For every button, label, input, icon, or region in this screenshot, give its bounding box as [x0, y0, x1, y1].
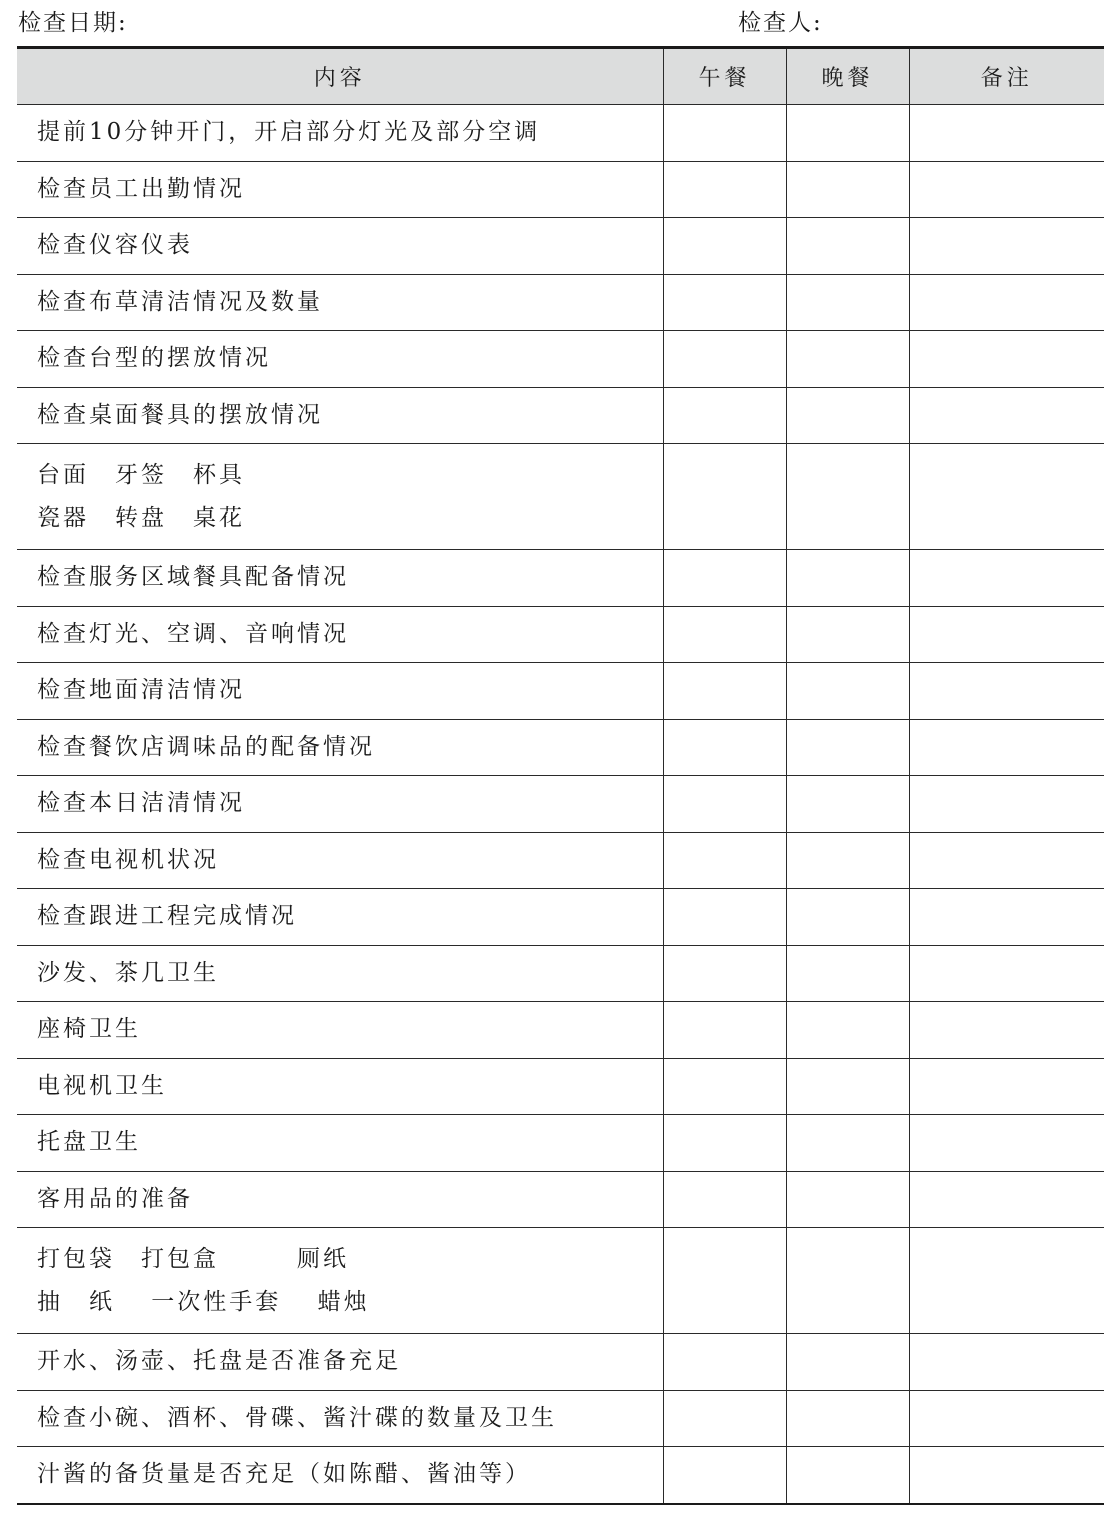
table-row: [17, 444, 1104, 550]
table-row: [17, 832, 1104, 889]
dinner-check-cell[interactable]: [786, 1228, 909, 1334]
lunch-check-cell[interactable]: [663, 945, 786, 1002]
lunch-check-cell[interactable]: [663, 274, 786, 331]
checklist-item-text: 检查桌面餐具的摆放情况: [37, 401, 323, 428]
checklist-item-text: 提前10分钟开门，开启部分灯光及部分空调: [37, 119, 541, 146]
lunch-check-cell[interactable]: [663, 1171, 786, 1228]
table-row: [17, 274, 1104, 331]
dinner-check-cell[interactable]: [786, 550, 909, 607]
dinner-check-cell[interactable]: [786, 1058, 909, 1115]
table-row: [17, 1058, 1104, 1115]
checklist-item-content: [17, 719, 663, 776]
notes-cell[interactable]: [909, 606, 1104, 663]
checklist-item-content: [17, 218, 663, 275]
column-header-lunch: 午餐: [663, 48, 786, 105]
inspection-date-label: 检查日期:: [18, 10, 128, 36]
lunch-check-cell[interactable]: [663, 719, 786, 776]
notes-cell[interactable]: [909, 1115, 1104, 1172]
checklist-item-text: 检查布草清洁情况及数量: [37, 288, 323, 315]
table-row: [17, 161, 1104, 218]
checklist-item-content: [17, 606, 663, 663]
notes-cell[interactable]: [909, 889, 1104, 946]
notes-cell[interactable]: [909, 387, 1104, 444]
lunch-check-cell[interactable]: [663, 1228, 786, 1334]
lunch-check-cell[interactable]: [663, 105, 786, 162]
table-row: [17, 719, 1104, 776]
checklist-item-content: [17, 1058, 663, 1115]
notes-cell[interactable]: [909, 1334, 1104, 1391]
dinner-check-cell[interactable]: [786, 105, 909, 162]
checklist-item-content: [17, 1171, 663, 1228]
table-row: [17, 889, 1104, 946]
checklist-item-content: [17, 105, 663, 162]
dinner-check-cell[interactable]: [786, 1115, 909, 1172]
dinner-check-cell[interactable]: [786, 832, 909, 889]
checklist-item-text: 检查跟进工程完成情况: [37, 903, 297, 930]
checklist-item-text: 电视机卫生: [37, 1072, 167, 1099]
dinner-check-cell[interactable]: [786, 1002, 909, 1059]
checklist-item-content: [17, 889, 663, 946]
lunch-check-cell[interactable]: [663, 1334, 786, 1391]
lunch-check-cell[interactable]: [663, 331, 786, 388]
notes-cell[interactable]: [909, 331, 1104, 388]
checklist-item-text: 台面 牙签 杯具: [37, 461, 245, 488]
checklist-item-content: [17, 387, 663, 444]
checklist-item-content: [17, 1390, 663, 1447]
checklist-item-text: 瓷器 转盘 桌花: [37, 504, 245, 531]
notes-cell[interactable]: [909, 274, 1104, 331]
lunch-check-cell[interactable]: [663, 1058, 786, 1115]
notes-cell[interactable]: [909, 1171, 1104, 1228]
lunch-check-cell[interactable]: [663, 550, 786, 607]
dinner-check-cell[interactable]: [786, 331, 909, 388]
checklist-item-content: [17, 1002, 663, 1059]
dinner-check-cell[interactable]: [786, 1171, 909, 1228]
column-header-content: 内容: [17, 48, 663, 105]
table-row: [17, 1334, 1104, 1391]
notes-cell[interactable]: [909, 1390, 1104, 1447]
dinner-check-cell[interactable]: [786, 387, 909, 444]
checklist-item-content: [17, 161, 663, 218]
notes-cell[interactable]: [909, 832, 1104, 889]
lunch-check-cell[interactable]: [663, 1115, 786, 1172]
checklist-item-content: [17, 663, 663, 720]
notes-cell[interactable]: [909, 945, 1104, 1002]
checklist-item-text: 座椅卫生: [37, 1016, 141, 1043]
lunch-check-cell[interactable]: [663, 444, 786, 550]
lunch-check-cell[interactable]: [663, 776, 786, 833]
table-row: [17, 105, 1104, 162]
dinner-check-cell[interactable]: [786, 719, 909, 776]
checklist-item-content: [17, 945, 663, 1002]
notes-cell[interactable]: [909, 1228, 1104, 1334]
column-header-notes: 备注: [909, 48, 1104, 105]
checklist-item-text: 抽 纸 一次性手套 蜡烛: [37, 1288, 370, 1315]
checklist-item-text: 检查仪容仪表: [37, 232, 193, 259]
checklist-item-text: 检查员工出勤情况: [37, 175, 245, 202]
dinner-check-cell[interactable]: [786, 218, 909, 275]
column-header-dinner: 晚餐: [786, 48, 909, 105]
checklist-item-text: 检查灯光、空调、音响情况: [37, 620, 349, 647]
checklist-item-content: [17, 444, 663, 550]
table-row: [17, 1228, 1104, 1334]
dinner-check-cell[interactable]: [786, 945, 909, 1002]
notes-cell[interactable]: [909, 550, 1104, 607]
checklist-item-text: 沙发、茶几卫生: [37, 959, 219, 986]
checklist-item-text: 检查台型的摆放情况: [37, 345, 271, 372]
table-row: [17, 331, 1104, 388]
dinner-check-cell[interactable]: [786, 776, 909, 833]
lunch-check-cell[interactable]: [663, 832, 786, 889]
table-header-row: [17, 48, 1104, 105]
notes-cell[interactable]: [909, 719, 1104, 776]
notes-cell[interactable]: [909, 444, 1104, 550]
notes-cell[interactable]: [909, 1447, 1104, 1504]
table-row: [17, 945, 1104, 1002]
table-row: [17, 550, 1104, 607]
table-row: [17, 1447, 1104, 1504]
table-row: [17, 1390, 1104, 1447]
checklist-item-content: [17, 1228, 663, 1334]
notes-cell[interactable]: [909, 218, 1104, 275]
checklist-item-content: [17, 331, 663, 388]
checklist-item-content: [17, 776, 663, 833]
checklist-item-text: 客用品的准备: [37, 1185, 193, 1212]
dinner-check-cell[interactable]: [786, 606, 909, 663]
notes-cell[interactable]: [909, 1002, 1104, 1059]
table-row: [17, 606, 1104, 663]
checklist-item-content: [17, 274, 663, 331]
lunch-check-cell[interactable]: [663, 1002, 786, 1059]
lunch-check-cell[interactable]: [663, 1390, 786, 1447]
dinner-check-cell[interactable]: [786, 444, 909, 550]
checklist-item-text: 检查本日洁清情况: [37, 790, 245, 817]
checklist-item-content: [17, 550, 663, 607]
table-row: [17, 1002, 1104, 1059]
checklist-item-text: 开水、汤壶、托盘是否准备充足: [37, 1348, 401, 1375]
checklist-body: [17, 105, 1104, 1504]
lunch-check-cell[interactable]: [663, 606, 786, 663]
dinner-check-cell[interactable]: [786, 1390, 909, 1447]
checklist-item-text: 检查餐饮店调味品的配备情况: [37, 733, 375, 760]
lunch-check-cell[interactable]: [663, 161, 786, 218]
notes-cell[interactable]: [909, 776, 1104, 833]
checklist-item-text: 检查小碗、酒杯、骨碟、酱汁碟的数量及卫生: [37, 1404, 557, 1431]
checklist-item-text: 托盘卫生: [37, 1129, 141, 1156]
table-row: [17, 218, 1104, 275]
dinner-check-cell[interactable]: [786, 274, 909, 331]
table-row: [17, 1171, 1104, 1228]
notes-cell[interactable]: [909, 663, 1104, 720]
dinner-check-cell[interactable]: [786, 161, 909, 218]
table-row: [17, 663, 1104, 720]
notes-cell[interactable]: [909, 1058, 1104, 1115]
checklist-item-text: 检查服务区域餐具配备情况: [37, 564, 349, 591]
checklist-item-text: 打包袋 打包盒 厕纸: [37, 1245, 349, 1272]
dinner-check-cell[interactable]: [786, 889, 909, 946]
checklist-item-content: [17, 832, 663, 889]
lunch-check-cell[interactable]: [663, 1447, 786, 1504]
inspection-checklist-table: [17, 46, 1104, 1505]
dinner-check-cell[interactable]: [786, 1447, 909, 1504]
checklist-item-text: 检查电视机状况: [37, 846, 219, 873]
table-row: [17, 776, 1104, 833]
checklist-item-content: [17, 1447, 663, 1504]
dinner-check-cell[interactable]: [786, 663, 909, 720]
table-row: [17, 1115, 1104, 1172]
checklist-item-content: [17, 1115, 663, 1172]
table-row: [17, 387, 1104, 444]
lunch-check-cell[interactable]: [663, 218, 786, 275]
lunch-check-cell[interactable]: [663, 889, 786, 946]
notes-cell[interactable]: [909, 105, 1104, 162]
inspector-label: 检查人:: [738, 10, 823, 36]
lunch-check-cell[interactable]: [663, 663, 786, 720]
checklist-item-text: 汁酱的备货量是否充足（如陈醋、酱油等）: [37, 1461, 531, 1488]
checklist-item-content: [17, 1334, 663, 1391]
lunch-check-cell[interactable]: [663, 387, 786, 444]
checklist-item-text: 检查地面清洁情况: [37, 677, 245, 704]
dinner-check-cell[interactable]: [786, 1334, 909, 1391]
notes-cell[interactable]: [909, 161, 1104, 218]
